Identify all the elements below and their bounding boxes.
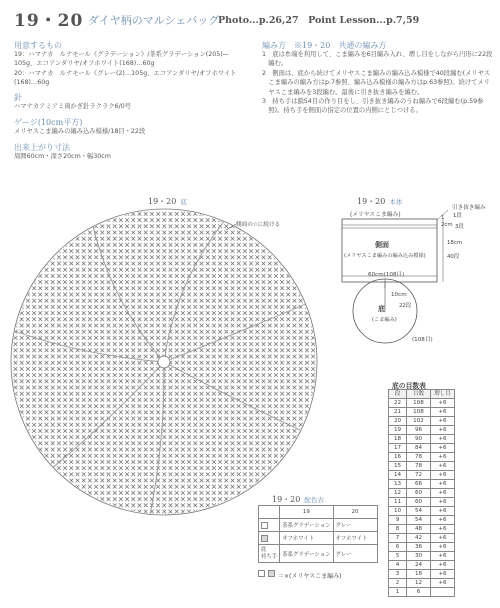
header-cell: 20 [333, 506, 377, 519]
count-cell: 20 [389, 417, 407, 426]
count-cell: +6 [431, 444, 455, 453]
method-heading: 編み方 ※19・20 共通の編み方 [262, 41, 387, 50]
color-cell: オフホワイト [333, 532, 377, 545]
count-table-row [389, 426, 455, 435]
legend [258, 563, 341, 582]
circumference-label: 60cm(108目) [368, 272, 405, 278]
count-table-row [389, 489, 455, 498]
count-table-title: 底の目数表 [392, 382, 426, 390]
rows-40-label: 40段 [447, 254, 460, 260]
count-table-row [389, 399, 455, 408]
count-cell: 102 [407, 417, 431, 426]
count-cell: 66 [407, 480, 431, 489]
count-cell: 90 [407, 435, 431, 444]
body-pattern-label: (メリヤスこま編み) [350, 212, 401, 218]
count-cell: 12 [407, 579, 431, 588]
method-line: 照)。持ち手を側面の指定の位置の内側にとじつける。 [262, 107, 422, 115]
bottom-chart-note: 側面の☆に続ける [236, 222, 281, 228]
pattern-number: 19・20 [14, 11, 84, 31]
color-row [259, 519, 378, 532]
color-row [259, 545, 378, 563]
color-table-number: 19・20 [272, 495, 301, 504]
side-1cm-label: 1 [441, 215, 445, 221]
size-text: 周囲60cm・深さ20cm・幅30cm [14, 153, 111, 160]
needle-text: ハマナカアミアミ両かぎ針ラクラク6/0号 [14, 103, 132, 110]
count-cell: +6 [431, 516, 455, 525]
count-cell: +6 [431, 561, 455, 570]
count-cell: +6 [431, 453, 455, 462]
count-cell: 8 [389, 525, 407, 534]
color-table-wrap [258, 505, 378, 563]
legend-swatch-grey [268, 570, 275, 577]
color-cell: グレー [333, 545, 377, 563]
count-cell: 2 [389, 579, 407, 588]
count-cell: 18 [407, 570, 431, 579]
count-cell: 5 [389, 552, 407, 561]
count-cell: +6 [431, 489, 455, 498]
count-cell: +6 [431, 543, 455, 552]
count-table-row [389, 480, 455, 489]
count-table-row [389, 444, 455, 453]
count-cell: +6 [431, 462, 455, 471]
count-cell: +6 [431, 435, 455, 444]
swatch-cell [259, 519, 280, 532]
count-cell: +6 [431, 570, 455, 579]
count-cell: 72 [407, 471, 431, 480]
bottom-label: 底 [378, 305, 385, 313]
bottom-chart-subtitle: 底 [180, 198, 187, 206]
header-cell: 19 [280, 506, 333, 519]
count-table-row [389, 543, 455, 552]
count-cell: 54 [407, 507, 431, 516]
count-cell: 22 [389, 399, 407, 408]
bottom-chart-number: 19・20 [148, 197, 177, 206]
materials-line: 20：ハマナカ ルナモール《グレー(2)…105g、エコアンダリヤ/オフホワイト [14, 69, 237, 77]
color-cell: 茶系グラデーション [280, 519, 333, 532]
count-table-row [389, 579, 455, 588]
count-cell: 84 [407, 444, 431, 453]
rows-3-label: 3段 [455, 224, 464, 230]
count-table-row [389, 453, 455, 462]
color-table-title [272, 494, 324, 505]
count-cell: 78 [407, 453, 431, 462]
slip-stitch-label: 引き抜き編み [452, 205, 486, 211]
color-table [258, 505, 378, 563]
materials-line: 105g、エコアンダリヤ/オフホワイト(168)…60g [14, 60, 155, 68]
header-cell: 増し目 [431, 390, 455, 399]
side-2cm-label: 2cm [441, 222, 453, 228]
count-cell: +6 [431, 399, 455, 408]
method-line: ヤスこま編みを3段編む。最後に引き抜き編みを編む。 [262, 88, 424, 96]
materials-line: (168)…60g [14, 79, 50, 87]
count-cell [431, 588, 455, 597]
count-cell: +6 [431, 471, 455, 480]
header-cell [259, 506, 280, 519]
count-cell: +6 [431, 507, 455, 516]
materials-line: 19：ハマナカ ルナモール《グラデーション》/茶系グラデーション(205)— [14, 51, 229, 58]
method-line: 1 底は糸端を利用して、こま編みを6目編み入れ、増し目をしながら円形に22段 [262, 51, 493, 58]
count-cell: 14 [389, 471, 407, 480]
count-cell: 108 [407, 408, 431, 417]
count-cell: 6 [407, 588, 431, 597]
count-cell: 16 [389, 453, 407, 462]
part-cell: 底 持ち手 [259, 545, 280, 563]
count-cell: 54 [407, 516, 431, 525]
color-row [259, 532, 378, 545]
count-cell: 4 [389, 561, 407, 570]
count-cell: 6 [389, 543, 407, 552]
count-table-row [389, 507, 455, 516]
radius-label: 10cm [391, 292, 407, 298]
count-table-row [389, 498, 455, 507]
count-cell: 36 [407, 543, 431, 552]
gauge-text: メリヤスこま編みの編み込み模様/18目・22段 [14, 128, 146, 135]
color-cell: 茶系グラデーション [280, 545, 333, 563]
count-cell: 15 [389, 462, 407, 471]
side-panel-pattern: (メリヤスこま編みの編み込み模様) [344, 253, 426, 259]
count-cell: 17 [389, 444, 407, 453]
count-cell: 48 [407, 525, 431, 534]
count-table-row [389, 408, 455, 417]
method-line: 編む。 [262, 60, 288, 68]
count-cell: 9 [389, 516, 407, 525]
count-table-wrap [388, 389, 455, 597]
count-cell: +6 [431, 426, 455, 435]
count-cell: 3 [389, 570, 407, 579]
count-cell: 24 [407, 561, 431, 570]
swatch-cell [259, 532, 280, 545]
count-table-row [389, 561, 455, 570]
legend-swatch-white [258, 570, 265, 577]
swatch-grey [261, 535, 268, 542]
side-panel-title: 側面 [375, 241, 389, 249]
count-table-row [389, 435, 455, 444]
side-18cm-label: 18cm [447, 240, 463, 246]
count-cell: 11 [389, 498, 407, 507]
body-diagram-number: 19・20 [357, 197, 386, 206]
count-cell: 12 [389, 489, 407, 498]
bottom-stitches-label: (108目) [412, 337, 433, 343]
count-cell: 60 [407, 498, 431, 507]
count-table-header [389, 390, 455, 399]
count-table-row [389, 417, 455, 426]
color-cell: オフホワイト [280, 532, 333, 545]
rows-1-label: 1段 [453, 213, 462, 219]
count-cell: 60 [407, 489, 431, 498]
count-cell: 19 [389, 426, 407, 435]
count-cell: 18 [389, 435, 407, 444]
color-cell: グレー [333, 519, 377, 532]
count-table-row [389, 552, 455, 561]
count-table-row [389, 516, 455, 525]
photo-reference: Photo...p.26,27 Point Lesson...p.7,59 [218, 15, 420, 26]
method-line: 2 側面は、底から続けてメリヤスこま編みの編み込み模様で40段編む(メリヤス [262, 69, 491, 77]
color-table-subtitle: 配色表 [304, 496, 324, 504]
count-cell: +6 [431, 525, 455, 534]
count-table-row [389, 570, 455, 579]
count-table-row [389, 471, 455, 480]
color-table-header [259, 506, 378, 519]
count-cell: +6 [431, 408, 455, 417]
gauge-heading: ゲージ(10cm平方) [14, 118, 83, 127]
count-cell: 108 [407, 399, 431, 408]
size-heading: 出来上がり寸法 [14, 143, 70, 152]
count-table-row [389, 525, 455, 534]
header-cell: 段 [389, 390, 407, 399]
swatch-white [261, 522, 268, 529]
rows-22-label: 22段 [399, 303, 412, 309]
count-cell: 13 [389, 480, 407, 489]
count-cell: 1 [389, 588, 407, 597]
legend-text: ＝×(メリヤスこま編み) [278, 573, 342, 580]
count-table-row [389, 534, 455, 543]
materials-heading: 用意するもの [14, 41, 62, 50]
count-table-row [389, 462, 455, 471]
count-table [388, 389, 455, 597]
count-cell: 42 [407, 534, 431, 543]
needle-heading: 針 [14, 93, 22, 102]
count-cell: 30 [407, 552, 431, 561]
count-cell: +6 [431, 480, 455, 489]
bottom-pattern-label: (こま編み) [372, 317, 397, 323]
count-cell: +6 [431, 534, 455, 543]
count-cell: +6 [431, 552, 455, 561]
body-diagram-subtitle: 本体 [389, 198, 403, 206]
method-line: 3 持ち手は鎖54目の作り目をし、引き抜き編みのうね編みで6段編む(p.59参 [262, 98, 484, 106]
count-cell: 96 [407, 426, 431, 435]
count-cell: +6 [431, 579, 455, 588]
count-cell: +6 [431, 417, 455, 426]
count-cell: 21 [389, 408, 407, 417]
pattern-name: ダイヤ柄のマルシェバッグ [88, 14, 220, 27]
count-cell: 7 [389, 534, 407, 543]
count-cell: 78 [407, 462, 431, 471]
header-cell: 目数 [407, 390, 431, 399]
count-cell: 10 [389, 507, 407, 516]
count-cell: +6 [431, 498, 455, 507]
method-line: こま編みの編み方はp.7参照、編み込み模様の編み方はp.63参照)。続けてメリ [262, 79, 490, 87]
count-table-row [389, 588, 455, 597]
